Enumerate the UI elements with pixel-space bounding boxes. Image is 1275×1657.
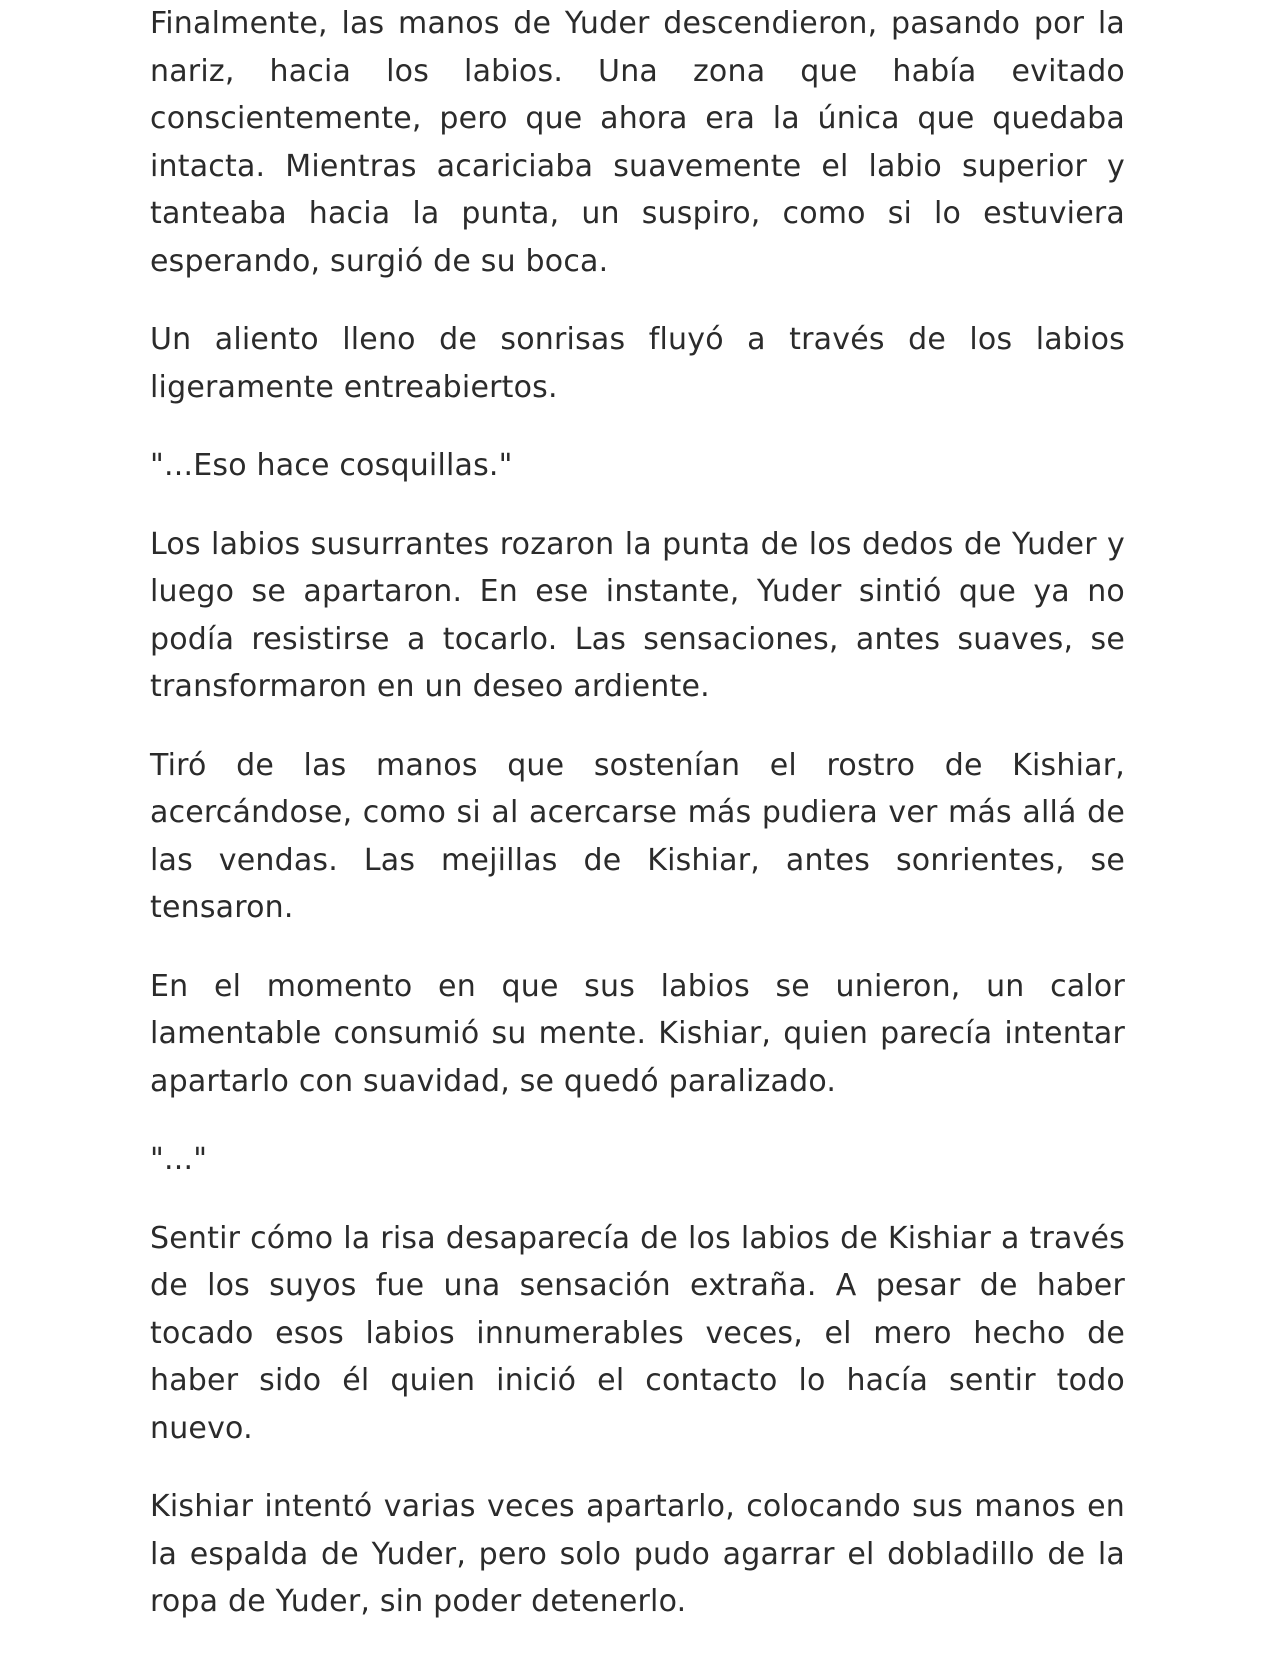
paragraph: Sentir cómo la risa desaparecía de los labios de Kishiar a través de los suyos fue una sensación extraña. A pesar de haber tocado esos labios innumerables veces, el mero hecho de haber sido él quien inició el contacto lo hacía sentir todo nuevo.	[150, 1220, 1125, 1446]
dialogue-line: "..."	[150, 1142, 208, 1177]
document-body	[150, 0, 1125, 1657]
dialogue-line: "...Eso hace cosquillas."	[150, 448, 513, 483]
paragraph: Kishiar intentó varias veces apartarlo, colocando sus manos en la espalda de Yuder, pero solo pudo agarrar el dobladillo de la ropa de Yuder, sin poder detenerlo.	[150, 1489, 1125, 1619]
paragraph: Los labios susurrantes rozaron la punta de los dedos de Yuder y luego se apartaron. En ese instante, Yuder sintió que ya no podía resistirse a tocarlo. Las sensaciones, antes suaves, se transformaron en un deseo ardiente.	[150, 526, 1125, 704]
paragraph: Tiró de las manos que sostenían el rostro de Kishiar, acercándose, como si al acercarse más pudiera ver más allá de las vendas. Las mejillas de Kishiar, antes sonrientes, se tensaron.	[150, 747, 1125, 925]
paragraph: En el momento en que sus labios se unieron, un calor lamentable consumió su mente. Kishiar, quien parecía intentar apartarlo con suavidad, se quedó paralizado.	[150, 968, 1125, 1099]
paragraph: Un aliento lleno de sonrisas fluyó a través de los labios ligeramente entreabiertos.	[150, 322, 1125, 405]
paragraph: Finalmente, las manos de Yuder descendieron, pasando por la nariz, hacia los labios. Una zona que había evitado conscientemente, pero que ahora era la única que quedaba intacta. Mientras acariciaba suavemente el labio superior y tanteaba hacia la punta, un suspiro, como si lo estuviera esperando, surgió de su boca.	[150, 6, 1125, 279]
